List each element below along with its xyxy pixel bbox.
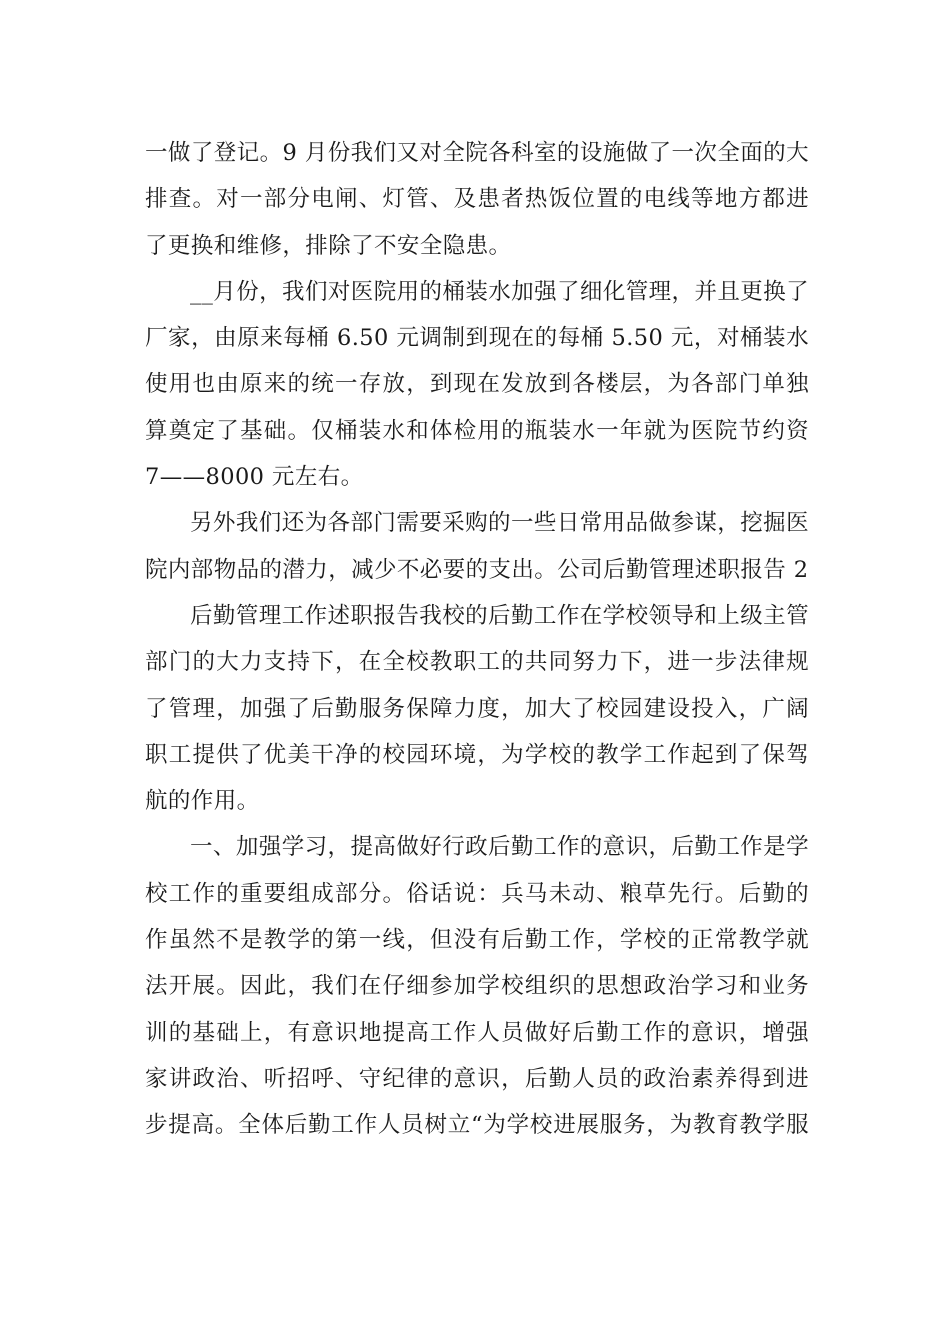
- text-line: 法开展。因此，我们在仔细参加学校组织的思想政治学习和业务: [145, 973, 809, 1000]
- text-line: 家讲政治、听招呼、守纪律的意识，后勤人员的政治素养得到进: [145, 1065, 809, 1092]
- text-line: 训的基础上，有意识地提高工作人员做好后勤工作的意识，增强: [145, 1019, 809, 1046]
- text-line: 了更换和维修，排除了不安全隐患。: [145, 232, 512, 259]
- text-line: 作虽然不是教学的第一线，但没有后勤工作，学校的正常教学就: [145, 927, 809, 954]
- text-line: 职工提供了优美干净的校园环境，为学校的教学工作起到了保驾: [145, 741, 809, 768]
- text-line: 院内部物品的潜力，减少不必要的支出。公司后勤管理述职报告 2: [145, 556, 809, 583]
- text-line: 一、加强学习，提高做好行政后勤工作的意识，后勤工作是学: [190, 834, 809, 861]
- text-line: 了管理，加强了后勤服务保障力度，加大了校园建设投入，广阔: [145, 695, 809, 722]
- text-line: 步提高。全体后勤工作人员树立“为学校进展服务，为教育教学服: [145, 1112, 809, 1139]
- text-line: 7——8000 元左右。: [145, 464, 364, 491]
- text-line: 算奠定了基础。仅桶装水和体检用的瓶装水一年就为医院节约资: [145, 417, 809, 444]
- text-line: 航的作用。: [145, 788, 260, 815]
- text-line: 后勤管理工作述职报告我校的后勤工作在学校领导和上级主管: [190, 602, 809, 629]
- text-line: 部门的大力支持下，在全校教职工的共同努力下，进一步法律规: [145, 649, 809, 676]
- document-body: [145, 130, 809, 1149]
- text-line: __月份，我们对医院用的桶装水加强了细化管理，并且更换了: [190, 278, 809, 305]
- text-line: 校工作的重要组成部分。俗话说：兵马未动、粮草先行。后勤的: [145, 880, 809, 907]
- text-line: 另外我们还为各部门需要采购的一些日常用品做参谋，挖掘医: [190, 510, 809, 537]
- text-line: 使用也由原来的统一存放，到现在发放到各楼层，为各部门单独: [145, 371, 809, 398]
- text-line: 厂家，由原来每桶 6.50 元调制到现在的每桶 5.50 元，对桶装水: [145, 325, 809, 352]
- text-line: 一做了登记。9 月份我们又对全院各科室的设施做了一次全面的大: [145, 140, 809, 166]
- text-line: 排查。对一部分电闸、灯管、及患者热饭位置的电线等地方都进: [145, 186, 809, 213]
